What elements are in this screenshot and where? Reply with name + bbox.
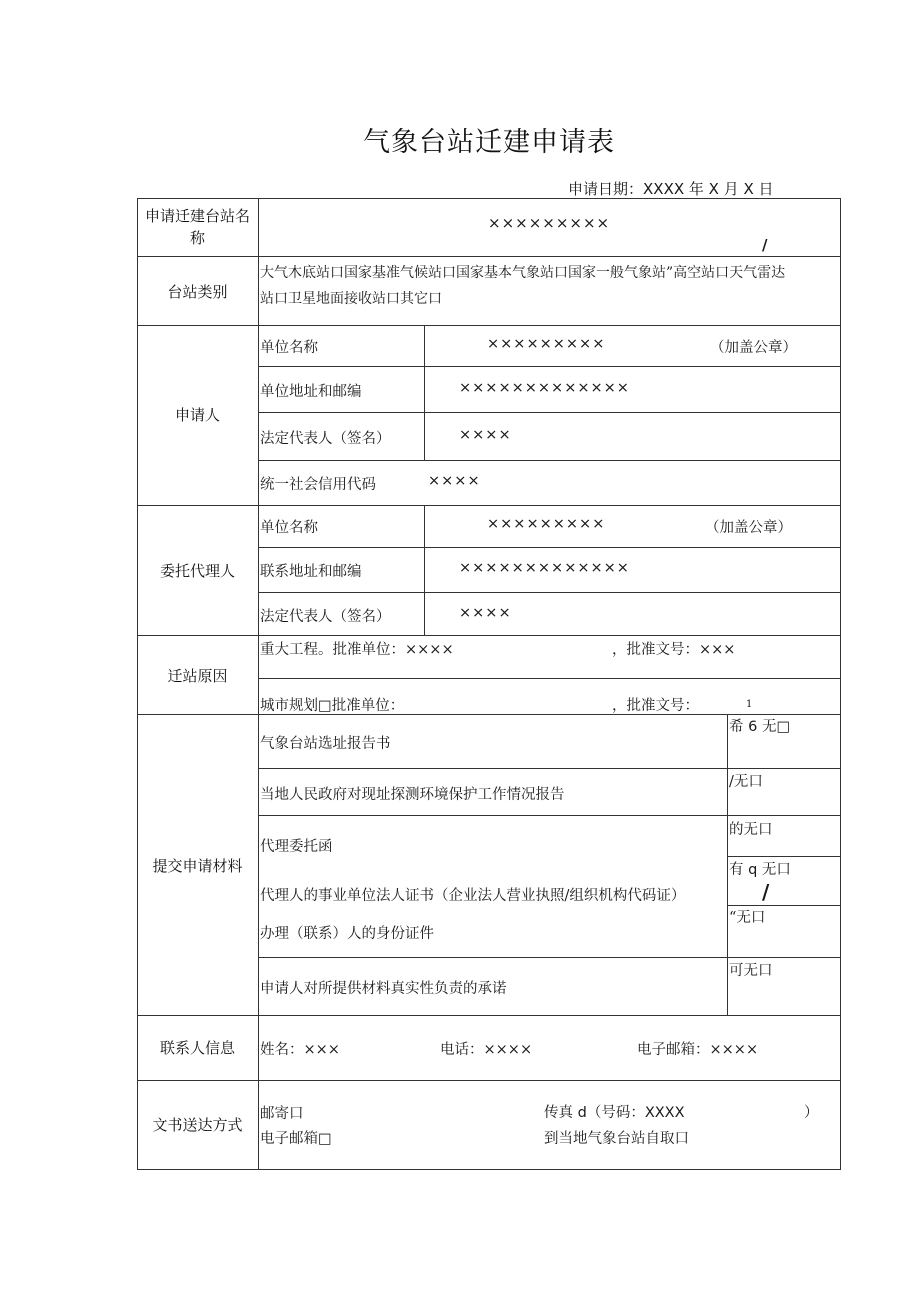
sub-row-divider [258, 957, 840, 958]
material-item-1: 气象台站选址报告书 [260, 736, 391, 752]
material-item-3: 代理委托函 [260, 839, 333, 855]
applicant-legal-rep-value: ×××× [459, 427, 512, 443]
applicant-value-divider [424, 325, 425, 461]
sub-row-divider [258, 815, 840, 816]
application-date [568, 178, 774, 199]
material-mark-4: / [762, 880, 770, 904]
applicant-credit-code-value: ×××× [428, 473, 481, 489]
agent-label: 委托代理人 [159, 562, 235, 580]
application-date-label: 申请日期： [568, 180, 644, 198]
label-column-divider [258, 198, 259, 1169]
applicant-credit-code-label: 统一社会信用代码 [260, 477, 376, 493]
sub-row-divider [258, 678, 840, 679]
row-divider [137, 256, 840, 257]
reason-urban-approval-no: ，批准文号： [612, 698, 699, 714]
materials-label: 提交申请材料 [152, 857, 243, 875]
station-name-value: ××××××××× [488, 214, 611, 232]
applicant-label: 申请人 [174, 406, 220, 424]
agent-unit-name-value: ××××××××× [487, 516, 606, 532]
applicant-seal-note: （加盖公章） [710, 340, 797, 356]
delivery-email: 电子邮箱□ [260, 1131, 332, 1147]
sub-row-divider [727, 856, 840, 857]
delivery-pickup: 到当地气象台站自取口 [544, 1131, 689, 1147]
delivery-mail: 邮寄口 [260, 1106, 304, 1122]
reason-label: 迁站原因 [167, 667, 228, 685]
reason-major-approval-no: ，批准文号：××× [612, 642, 736, 658]
material-status-1: 希 6 无□ [729, 719, 791, 735]
sub-row-divider [258, 366, 840, 367]
agent-legal-rep-value: ×××× [459, 605, 512, 621]
material-item-4: 代理人的事业单位法人证书（企业法人营业执照/组织机构代码证） [260, 888, 686, 904]
delivery-fax: 传真 d（号码：XXXX [544, 1105, 685, 1121]
material-status-6: 可无口 [729, 963, 773, 979]
agent-seal-note: （加盖公章） [705, 520, 792, 536]
material-status-5: “无口 [729, 910, 766, 926]
row-divider [137, 1080, 840, 1081]
delivery-fax-close: ） [804, 1105, 819, 1121]
contact-label: 联系人信息 [159, 1039, 235, 1057]
row-divider [137, 325, 840, 326]
material-status-3: 的无口 [729, 822, 773, 838]
material-item-2: 当地人民政府对现址探测环境保护工作情况报告 [260, 787, 565, 803]
materials-status-divider [727, 714, 728, 1016]
reason-mark: 1 [746, 699, 753, 710]
station-type-line2: 站口卫星地面接收站口其它口 [260, 291, 442, 307]
agent-legal-rep-label: 法定代表人（签名） [260, 609, 391, 625]
sub-row-divider [258, 768, 840, 769]
reason-major-project: 重大工程。批准单位：×××× [260, 642, 454, 658]
row-divider [137, 635, 840, 636]
contact-name: 姓名：××× [260, 1042, 340, 1058]
agent-address-value: ××××××××××××× [459, 560, 630, 576]
station-name-label: 申请迁建台站名称 [144, 207, 250, 247]
contact-phone: 电话：×××× [440, 1042, 533, 1058]
material-status-4: 有 q 无口 [729, 862, 791, 878]
material-item-5: 办理（联系）人的身份证件 [260, 926, 434, 942]
page-title: 气象台站迁建申请表 [363, 127, 615, 158]
station-name-mark: / [762, 236, 768, 254]
contact-email: 电子邮箱：×××× [637, 1042, 759, 1058]
reason-urban-planning: 城市规划□批准单位： [260, 698, 405, 714]
applicant-address-label: 单位地址和邮编 [260, 384, 362, 400]
sub-row-divider [258, 547, 840, 548]
sub-row-divider [258, 592, 840, 593]
row-divider [137, 505, 840, 506]
station-type-label: 台站类别 [167, 283, 228, 301]
row-divider [137, 1015, 840, 1016]
sub-row-divider [258, 460, 840, 461]
station-type-line1: 大气木底站口国家基准气候站口国家基本气象站口国家一般气象站”高空站口天气雷达 [260, 265, 786, 281]
applicant-address-value: ××××××××××××× [459, 380, 630, 396]
agent-value-divider [424, 505, 425, 636]
agent-unit-name-label: 单位名称 [260, 520, 318, 536]
sub-row-divider [258, 412, 840, 413]
applicant-unit-name-label: 单位名称 [260, 340, 318, 356]
application-date-value: XXXX 年 X 月 X 日 [643, 180, 774, 198]
material-status-2: /无口 [729, 774, 763, 790]
delivery-label: 文书送达方式 [152, 1116, 243, 1134]
applicant-unit-name-value: ××××××××× [487, 336, 606, 352]
agent-address-label: 联系地址和邮编 [260, 564, 362, 580]
applicant-legal-rep-label: 法定代表人（签名） [260, 431, 391, 447]
material-item-6: 申请人对所提供材料真实性负责的承诺 [260, 981, 507, 997]
